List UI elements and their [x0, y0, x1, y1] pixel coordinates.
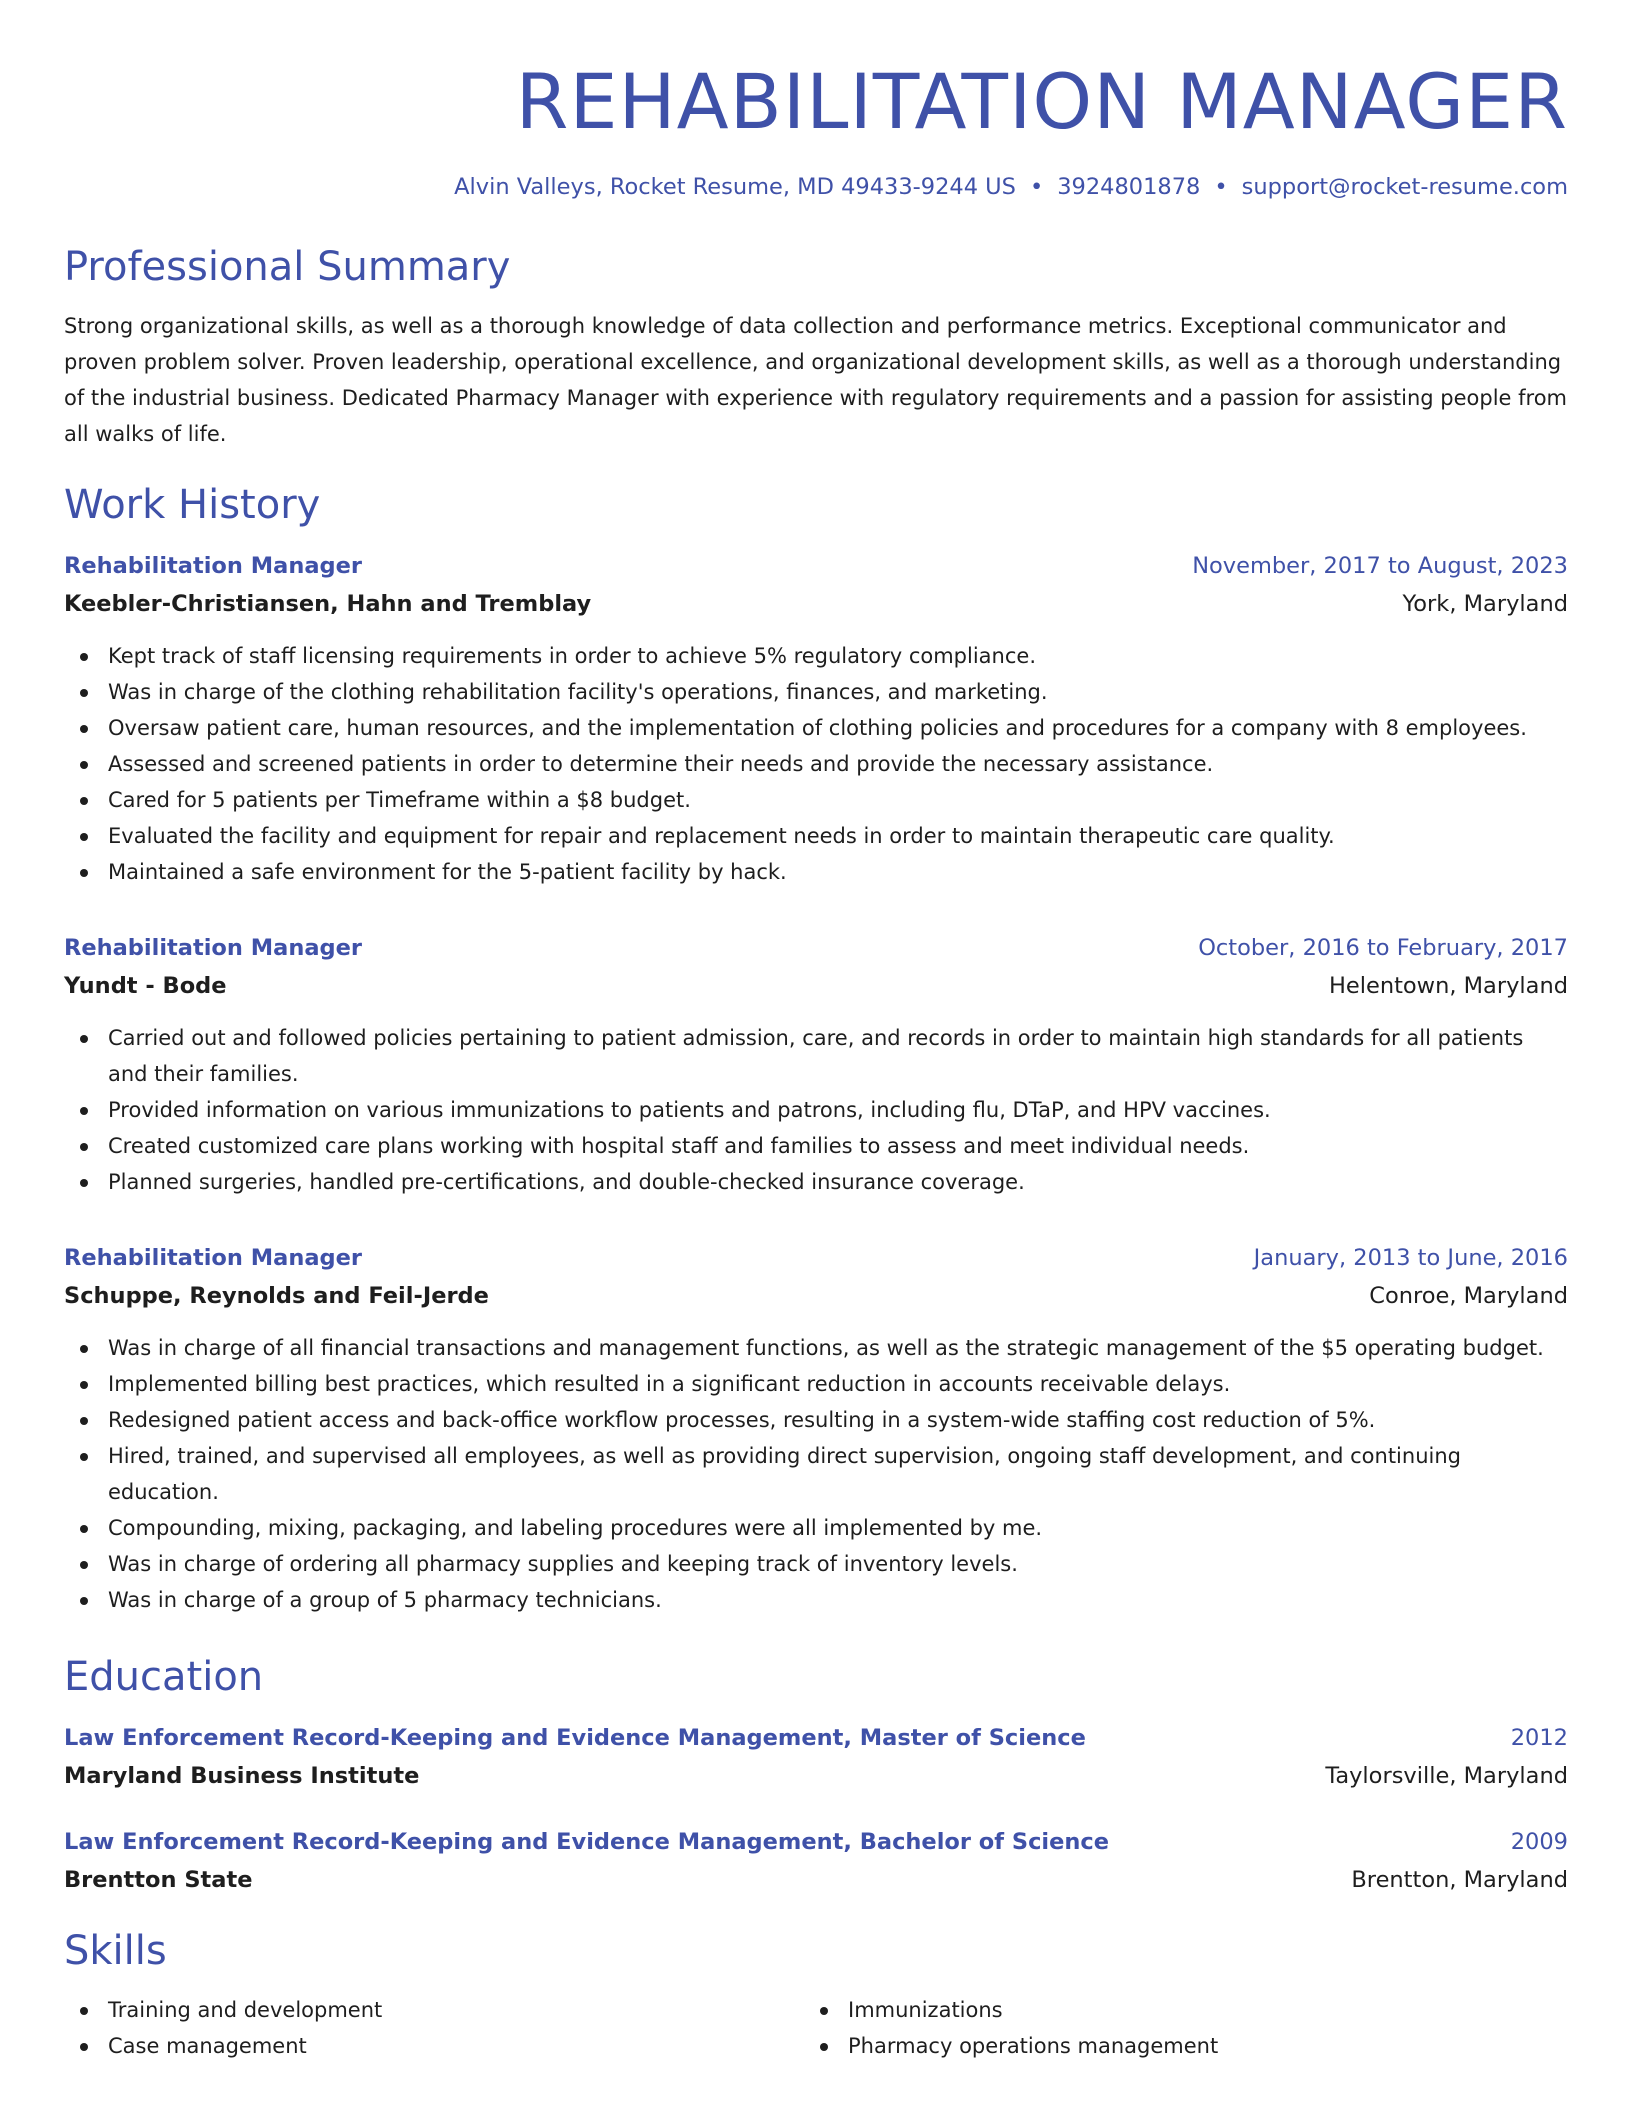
school-location: Taylorsville, Maryland [1325, 1763, 1568, 1789]
resume-page [64, 0, 1568, 2064]
skills-list [64, 1992, 1568, 2064]
skills-column-right [804, 1992, 1544, 2064]
list-item: Implemented billing best practices, which resulted in a significant reduction in accounts receivable delays. [64, 1366, 1568, 1402]
skill-item: Case management [64, 2028, 804, 2064]
skill-item: Pharmacy operations management [804, 2028, 1544, 2064]
school-name: Brentton State [64, 1867, 253, 1893]
contact-line [64, 172, 1568, 202]
list-item: Compounding, mixing, packaging, and labeling procedures were all implemented by me. [64, 1510, 1568, 1546]
job-company: Schuppe, Reynolds and Feil-Jerde [64, 1283, 489, 1309]
job-location: York, Maryland [1402, 591, 1568, 617]
job-bullets [64, 1020, 1568, 1200]
list-item: Was in charge of all financial transactions and management functions, as well as the strategic management of the $5 operating budget. [64, 1330, 1568, 1366]
job-company: Keebler-Christiansen, Hahn and Tremblay [64, 591, 592, 617]
list-item: Cared for 5 patients per Timeframe within a $8 budget. [64, 782, 1568, 818]
education-entry [64, 1720, 1568, 1794]
graduation-year: 2009 [1510, 1829, 1568, 1855]
section-title-work-history: Work History [64, 482, 321, 528]
skill-item: Training and development [64, 1992, 804, 2028]
list-item: Was in charge of a group of 5 pharmacy technicians. [64, 1582, 1568, 1618]
list-item: Oversaw patient care, human resources, and the implementation of clothing policies and procedures for a company with 8 employees. [64, 710, 1568, 746]
list-item: Carried out and followed policies pertaining to patient admission, care, and records in order to maintain high standards for all patients and their families. [64, 1020, 1568, 1092]
list-item: Maintained a safe environment for the 5-patient facility by hack. [64, 854, 1568, 890]
list-item: Kept track of staff licensing requirements in order to achieve 5% regulatory compliance. [64, 638, 1568, 674]
list-item: Assessed and screened patients in order to determine their needs and provide the necessary assistance. [64, 746, 1568, 782]
job-dates: January, 2013 to June, 2016 [1253, 1245, 1568, 1271]
school-location: Brentton, Maryland [1351, 1867, 1568, 1893]
list-item: Was in charge of ordering all pharmacy supplies and keeping track of inventory levels. [64, 1546, 1568, 1582]
list-item: Provided information on various immunizations to patients and patrons, including flu, DTaP, and HPV vaccines. [64, 1092, 1568, 1128]
phone: 3924801878 [1057, 174, 1201, 200]
skills-column-left [64, 1992, 804, 2064]
job-role: Rehabilitation Manager [64, 1245, 362, 1271]
degree: Law Enforcement Record-Keeping and Evidence Management, Master of Science [64, 1725, 1086, 1751]
job-entry [64, 1240, 1568, 1618]
list-item: Was in charge of the clothing rehabilitation facility's operations, finances, and marketing. [64, 674, 1568, 710]
list-item: Redesigned patient access and back-office workflow processes, resulting in a system-wide staffing cost reduction of 5%. [64, 1402, 1568, 1438]
skill-item: Immunizations [804, 1992, 1544, 2028]
list-item: Evaluated the facility and equipment for repair and replacement needs in order to maintain therapeutic care quality. [64, 818, 1568, 854]
education-entry [64, 1824, 1568, 1898]
address: Alvin Valleys, Rocket Resume, MD 49433-9244 US [454, 174, 1016, 200]
degree: Law Enforcement Record-Keeping and Evidence Management, Bachelor of Science [64, 1829, 1109, 1855]
separator-dot: • [1029, 174, 1044, 200]
job-company: Yundt - Bode [64, 973, 227, 999]
summary-text: Strong organizational skills, as well as a thorough knowledge of data collection and performance metrics. Exceptional communicator and proven problem solver. Proven leadership, operational excellence, and organizational development skills, as well as a thorough understanding of the industrial business. Dedicated Pharmacy Manager with experience with regulatory requirements and a passion for assisting people from all walks of life. [64, 314, 1568, 446]
job-dates: October, 2016 to February, 2017 [1198, 935, 1568, 961]
section-title-summary: Professional Summary [64, 244, 511, 290]
job-role: Rehabilitation Manager [64, 935, 362, 961]
section-title-education: Education [64, 1654, 264, 1700]
separator-dot: • [1214, 174, 1228, 200]
job-location: Conroe, Maryland [1369, 1283, 1568, 1309]
job-role: Rehabilitation Manager [64, 553, 362, 579]
graduation-year: 2012 [1510, 1725, 1568, 1751]
job-entry [64, 548, 1568, 890]
list-item: Created customized care plans working with hospital staff and families to assess and meet individual needs. [64, 1128, 1568, 1164]
job-bullets [64, 1330, 1568, 1618]
job-dates: November, 2017 to August, 2023 [1192, 553, 1568, 579]
list-item: Hired, trained, and supervised all employees, as well as providing direct supervision, ongoing staff development, and continuing education. [64, 1438, 1568, 1510]
email-link[interactable]: support@rocket-resume.com [1241, 174, 1568, 200]
school-name: Maryland Business Institute [64, 1763, 420, 1789]
list-item: Planned surgeries, handled pre-certifications, and double-checked insurance coverage. [64, 1164, 1568, 1200]
job-bullets [64, 638, 1568, 890]
job-location: Helentown, Maryland [1328, 973, 1568, 999]
candidate-title: REHABILITATION MANAGER [515, 57, 1568, 146]
job-entry [64, 930, 1568, 1200]
section-title-skills: Skills [64, 1928, 167, 1974]
